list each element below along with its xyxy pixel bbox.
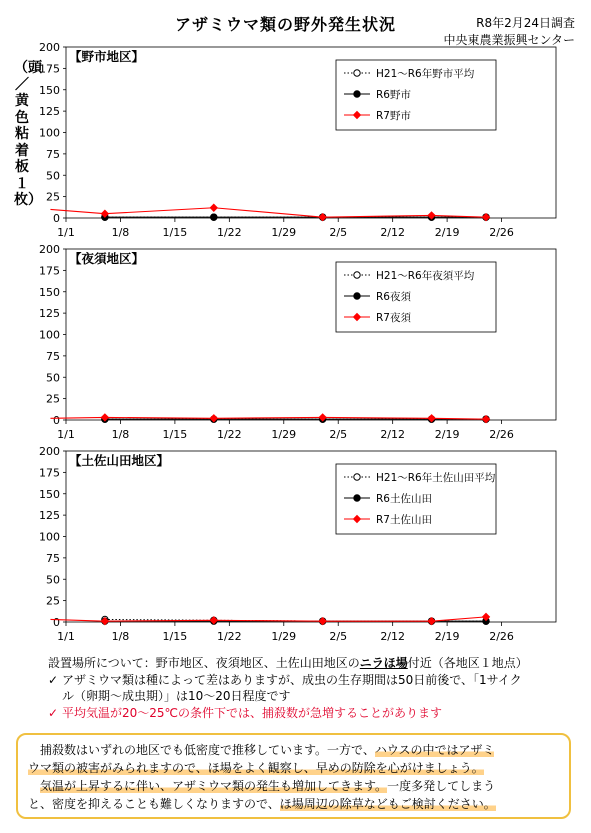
x-tick-label: 2/26 bbox=[489, 226, 514, 239]
note-temperature: ✓ 平均気温が20～25℃の条件下では、捕殺数が急増することがあります bbox=[48, 705, 443, 720]
y-tick-label: 150 bbox=[39, 487, 60, 501]
y-tick-label: 0 bbox=[53, 414, 60, 427]
legend-label: R7野市 bbox=[376, 110, 411, 122]
y-tick-label: 200 bbox=[39, 243, 60, 256]
y-tick-label: 0 bbox=[53, 616, 60, 629]
x-tick-label: 1/1 bbox=[57, 630, 75, 643]
y-tick-label: 200 bbox=[39, 41, 60, 54]
x-tick-label: 2/12 bbox=[380, 428, 406, 441]
x-tick-label: 1/1 bbox=[57, 226, 75, 239]
x-tick-label: 1/15 bbox=[162, 630, 188, 643]
y-tick-label: 100 bbox=[39, 328, 60, 342]
advice-paragraph-1: 捕殺数はいずれの地区でも低密度で推移しています。一方で、ハウスの中ではアザミ ウマ類の被害がみられますので、ほ場をよく観察し、早めの防除を心がけましょう。 bbox=[28, 743, 495, 775]
chart-title: 【土佐山田地区】 bbox=[69, 453, 170, 468]
y-axis-label: （頭／黄色粘着板１枚） bbox=[14, 60, 42, 208]
y-tick-label: 25 bbox=[46, 594, 60, 608]
notes bbox=[48, 655, 578, 721]
location-note: 設置場所について：野市地区、夜須地区、土佐山田地区のニラほ場付近（各地区１地点） bbox=[48, 656, 528, 670]
legend-label: R7夜須 bbox=[376, 312, 411, 324]
y-tick-label: 75 bbox=[46, 349, 60, 363]
series-line bbox=[50, 208, 486, 217]
series-line bbox=[50, 617, 486, 621]
legend-label: H21～R6年野市平均 bbox=[376, 68, 475, 80]
x-tick-label: 1/15 bbox=[162, 428, 188, 441]
note-lifecycle: ✓ アザミウマ類は種によって差はありますが、成虫の生存期間は50日前後で、「1サイク bbox=[48, 672, 522, 687]
x-tick-label: 1/1 bbox=[57, 428, 75, 441]
legend-label: R6土佐山田 bbox=[376, 493, 432, 505]
y-tick-label: 175 bbox=[39, 466, 60, 480]
legend-label: H21～R6年土佐山田平均 bbox=[376, 472, 496, 484]
chart-tosayamada bbox=[0, 440, 591, 650]
legend-label: R7土佐山田 bbox=[376, 514, 432, 526]
x-tick-label: 1/15 bbox=[162, 226, 188, 239]
legend-marker bbox=[354, 495, 360, 501]
page-title: アザミウマ類の野外発生状況 bbox=[175, 15, 397, 34]
y-tick-label: 150 bbox=[39, 285, 60, 299]
y-tick-label: 175 bbox=[39, 264, 60, 278]
x-tick-label: 2/12 bbox=[380, 630, 406, 643]
y-tick-label: 125 bbox=[39, 105, 60, 119]
x-tick-label: 1/29 bbox=[271, 630, 297, 643]
x-tick-label: 1/8 bbox=[111, 226, 130, 239]
y-tick-label: 125 bbox=[39, 509, 60, 523]
y-tick-label: 25 bbox=[46, 392, 60, 406]
y-tick-label: 50 bbox=[46, 573, 60, 587]
x-tick-label: 2/5 bbox=[329, 226, 348, 239]
legend-marker bbox=[354, 293, 360, 299]
x-tick-label: 1/8 bbox=[111, 630, 130, 643]
x-tick-label: 2/26 bbox=[489, 630, 514, 643]
y-tick-label: 75 bbox=[46, 551, 60, 565]
y-tick-label: 25 bbox=[46, 190, 60, 204]
x-tick-label: 1/8 bbox=[111, 428, 130, 441]
x-tick-label: 1/22 bbox=[216, 226, 242, 239]
location-emphasis: ニラほ場 bbox=[359, 656, 408, 670]
legend-label: R6夜須 bbox=[376, 291, 411, 303]
y-tick-label: 100 bbox=[39, 126, 60, 140]
x-tick-label: 1/22 bbox=[216, 428, 242, 441]
x-tick-label: 2/5 bbox=[329, 428, 348, 441]
chart-noichi bbox=[0, 36, 591, 246]
legend-label: R6野市 bbox=[376, 89, 411, 101]
x-tick-label: 2/26 bbox=[489, 428, 514, 441]
x-tick-label: 2/19 bbox=[434, 428, 460, 441]
x-tick-label: 1/22 bbox=[216, 630, 242, 643]
x-tick-label: 1/29 bbox=[271, 226, 297, 239]
x-tick-label: 2/12 bbox=[380, 226, 406, 239]
y-tick-label: 125 bbox=[39, 307, 60, 321]
y-tick-label: 50 bbox=[46, 371, 60, 385]
organization: 中央東農業振興センター bbox=[443, 33, 575, 47]
y-tick-label: 50 bbox=[46, 169, 60, 183]
check-icon: ✓ bbox=[48, 705, 59, 720]
survey-date: R8年2月24日調査 bbox=[476, 16, 575, 30]
y-tick-label: 75 bbox=[46, 147, 60, 161]
x-tick-label: 2/19 bbox=[434, 226, 460, 239]
x-tick-label: 2/19 bbox=[434, 630, 460, 643]
data-point bbox=[211, 214, 217, 220]
x-tick-label: 1/29 bbox=[271, 428, 297, 441]
legend-marker bbox=[354, 474, 360, 480]
y-tick-label: 100 bbox=[39, 530, 60, 544]
chart-yasu bbox=[0, 238, 591, 448]
y-tick-label: 200 bbox=[39, 445, 60, 458]
note-lifecycle-cont: ル（卵期～成虫期）」は10～20日程度です bbox=[62, 689, 291, 703]
advice-paragraph-2: 気温が上昇するに伴い、アザミウマ類の発生も増加してきます。一度多発してしまう と、密度を抑えることも難しくなりますので、ほ場周辺の除草などもご検討ください。 bbox=[28, 779, 496, 811]
x-tick-label: 2/5 bbox=[329, 630, 348, 643]
chart-title: 【野市地区】 bbox=[69, 49, 145, 64]
y-tick-label: 150 bbox=[39, 83, 60, 97]
legend-marker bbox=[354, 91, 360, 97]
advice-box bbox=[16, 733, 571, 819]
y-tick-label: 175 bbox=[39, 62, 60, 76]
check-icon: ✓ bbox=[48, 672, 59, 687]
y-tick-label: 0 bbox=[53, 212, 60, 225]
legend-marker bbox=[354, 70, 360, 76]
legend-label: H21～R6年夜須平均 bbox=[376, 270, 475, 282]
legend-marker bbox=[354, 272, 360, 278]
chart-title: 【夜須地区】 bbox=[69, 251, 145, 266]
data-point bbox=[210, 204, 217, 211]
